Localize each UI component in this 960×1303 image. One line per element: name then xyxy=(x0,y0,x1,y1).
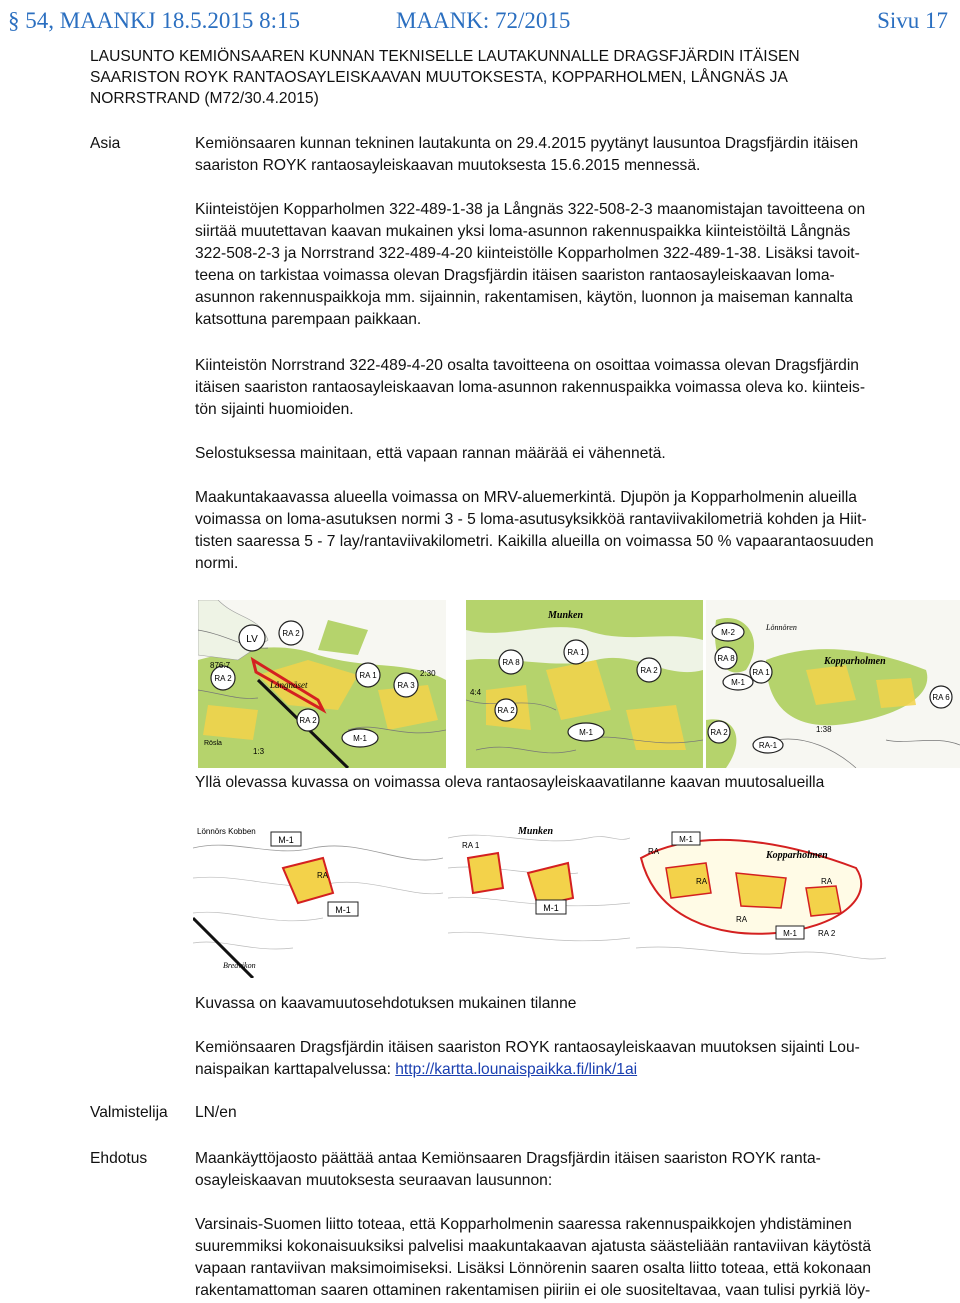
map-label: RA 8 xyxy=(502,658,520,667)
title-line: NORRSTRAND (M72/30.4.2015) xyxy=(90,90,319,107)
map-label: M-1 xyxy=(679,835,693,844)
map-label: RA 2 xyxy=(497,706,515,715)
map-label: RA 2 xyxy=(640,666,658,675)
text-line: Kiinteistöjen Kopparholmen 322-489-1-38 ja Långnäs 322-508-2-3 maanomistajan tavoitteena on xyxy=(195,201,866,218)
map-label: Munken xyxy=(518,826,554,837)
caption-current-plan xyxy=(195,772,895,794)
text-line: Kemiönsaaren Dragsfjärdin itäisen saariston ROYK rantaosayleiskaavan muutoksen sijainti Lou- xyxy=(195,1039,860,1056)
map-label: M-1 xyxy=(278,835,294,845)
text-line: siirtää muutettavan kaavan mukainen yksi loma-asunnon rakennuspaikka kiinteistöiltä Långnäs xyxy=(195,223,851,240)
map-label: RA xyxy=(821,877,833,886)
map-label: Rösla xyxy=(204,740,222,747)
map-label: Bredvikon xyxy=(223,961,256,970)
map-label: Lönnören xyxy=(766,623,797,632)
text-line: Varsinais-Suomen liitto toteaa, että Kopparholmenin saaressa rakennuspaikkojen yhdistäminen xyxy=(195,1216,852,1233)
text-line: Maankäyttöjaosto päättää antaa Kemiönsaaren Dragsfjärdin itäisen saariston ROYK ranta- xyxy=(195,1150,821,1167)
text-line: Maakuntakaavassa alueella voimassa on MRV-aluemerkintä. Djupön ja Kopparholmenin alueilla xyxy=(195,489,857,506)
location-paragraph xyxy=(195,1037,895,1081)
map-label: Kopparholmen xyxy=(766,850,828,861)
paragraph-1 xyxy=(195,199,895,331)
map-label: 876:7 xyxy=(210,661,231,670)
map-label: Långnäset xyxy=(270,680,308,690)
paragraph-3 xyxy=(195,443,895,465)
map-label: Lönnörs Kobben xyxy=(197,827,256,836)
map-label: 1:3 xyxy=(253,747,265,756)
title-line: SAARISTON ROYK RANTAOSAYLEISKAAVAN MUUTOKSESTA, KOPPARHOLMEN, LÅNGNÄS JA xyxy=(90,69,788,86)
text-line: normi. xyxy=(195,555,239,572)
map-label: RA xyxy=(696,877,708,886)
map-label: M-1 xyxy=(783,929,797,938)
page-number: Sivu 17 xyxy=(877,8,948,33)
maank-ref: MAANK: 72/2015 xyxy=(396,8,571,33)
text-line: osayleiskaavan muutoksesta seuraavan lausunnon: xyxy=(195,1172,553,1189)
ehdotus-text xyxy=(195,1148,895,1192)
current-plan-map-munken xyxy=(466,600,703,768)
text-fragment: naispaikan karttapalvelussa: xyxy=(195,1061,396,1078)
text-line: suuremmiksi kokonaisuuksiksi palvelisi maakuntakaavan ajatusta säästeliään rantaviivan käytöstä xyxy=(195,1238,872,1255)
paragraph-2 xyxy=(195,355,895,421)
map-label: RA 1 xyxy=(752,668,770,677)
map-label: M-1 xyxy=(353,734,367,743)
map-label: RA 2 xyxy=(818,929,836,938)
map-label: LV xyxy=(246,634,258,645)
map-label: M-1 xyxy=(579,728,593,737)
map-label: RA 8 xyxy=(717,654,735,663)
valmistelija-label: Valmistelija xyxy=(90,1104,168,1121)
text-line: rakentamattoman saaren ottaminen rakentamisen piiriin ei ole suositeltavaa, vaan tulisi pyrkiä löy- xyxy=(195,1282,871,1299)
map-label: RA 3 xyxy=(397,681,415,690)
map-label: RA xyxy=(648,847,660,856)
text-line: Kemiönsaaren kunnan tekninen lautakunta on 29.4.2015 pyytänyt lausuntoa Dragsfjärdin itäisen xyxy=(195,135,859,152)
current-plan-map-kopparholmen xyxy=(706,600,960,768)
map-label: RA xyxy=(736,915,748,924)
map-label: RA 6 xyxy=(932,693,950,702)
document-title xyxy=(90,46,930,109)
map-label: RA 2 xyxy=(710,728,728,737)
proposal-map-langnas xyxy=(193,818,443,978)
valmistelija-value xyxy=(195,1102,895,1124)
proposal-map-kopparholmen xyxy=(636,818,886,978)
text-line: Selostuksessa mainitaan, että vapaan rannan määrää ei vähennetä. xyxy=(195,445,666,462)
map-label: M-1 xyxy=(731,678,745,687)
map-label: 4:4 xyxy=(470,688,482,697)
page-header xyxy=(8,8,952,40)
text-line: Yllä olevassa kuvassa on voimassa oleva rantaosayleiskaavatilanne kaavan muutosalueilla xyxy=(195,774,825,791)
map-label: RA 1 xyxy=(567,648,585,657)
text-line: tisten saaressa 5 - 7 lay/rantaviivakilometri. Kaikilla alueilla on voimassa 50 % vapaarantaosuuden xyxy=(195,533,874,550)
text-line: teena on tarkistaa voimassa olevan Dragsfjärdin itäisen saariston rantaosayleiskaavan loma- xyxy=(195,267,835,284)
section-ref: § 54, MAANKJ 18.5.2015 8:15 xyxy=(8,8,300,33)
map-label: Kopparholmen xyxy=(824,656,886,667)
text-line: tön sijainti huomioiden. xyxy=(195,401,354,418)
text-line: asunnon rakennuspaikkoja mm. sijainnin, rakentamisen, käytön, luonnon ja maiseman kannalta xyxy=(195,289,853,306)
text-line: saariston ROYK rantaosayleiskaavan muutoksesta 15.6.2015 mennessä. xyxy=(195,157,701,174)
text-line: itäisen saariston rantaosayleiskaavan loma-asunnon rakennuspaikka voimassa oleva ko. kiinteis- xyxy=(195,379,866,396)
map-label: M-2 xyxy=(721,628,735,637)
asia-text xyxy=(195,133,895,177)
map-label: RA-1 xyxy=(758,741,778,750)
map-label: RA 1 xyxy=(359,671,377,680)
ehdotus-label: Ehdotus xyxy=(90,1150,148,1167)
current-plan-map-langnas xyxy=(198,600,446,768)
text-line: LN/en xyxy=(195,1104,237,1121)
map-label: RA xyxy=(317,871,329,880)
map-label: M-1 xyxy=(335,905,351,915)
text-line: vapaan rantaviivan maksimoimiseksi. Lisäksi Lönnörenin saaren osalta liitto toteaa, että kokonaan xyxy=(195,1260,872,1277)
map-label: 2:30 xyxy=(420,669,436,678)
map-label: RA 1 xyxy=(462,841,480,850)
text-line: 322-508-2-3 ja Norrstrand 322-489-4-20 kiinteistölle Kopparholmen 322-489-1-38. Lisäksi tavoit- xyxy=(195,245,860,262)
map-label: RA 2 xyxy=(299,716,317,725)
statement-text xyxy=(195,1214,895,1302)
map-label: RA 2 xyxy=(214,674,232,683)
map-label: 1:38 xyxy=(816,725,832,734)
title-line: LAUSUNTO KEMIÖNSAAREN KUNNAN TEKNISELLE LAUTAKUNNALLE DRAGSFJÄRDIN ITÄISEN xyxy=(90,48,800,65)
text-line: katsottuna parempaan paikkaan. xyxy=(195,311,422,328)
map-label: RA 2 xyxy=(282,629,300,638)
asia-label: Asia xyxy=(90,135,121,152)
proposal-map-munken xyxy=(448,818,630,978)
map-label: M-1 xyxy=(543,903,559,913)
map-label: Munken xyxy=(548,610,584,621)
text-line: Kuvassa on kaavamuutosehdotuksen mukainen tilanne xyxy=(195,995,577,1012)
text-line: voimassa on loma-asutuksen normi 3 - 5 loma-asutusyksikköä rantaviivakilometriä kohden ja Hiit- xyxy=(195,511,867,528)
text-line xyxy=(195,1059,895,1081)
caption-proposal xyxy=(195,993,895,1015)
karttapalvelu-link[interactable]: http://kartta.lounaispaikka.fi/link/1ai xyxy=(395,1061,638,1078)
paragraph-4 xyxy=(195,487,895,575)
text-line: Kiinteistön Norrstrand 322-489-4-20 osalta tavoitteena on osoittaa voimassa olevan Dragsfjärdin xyxy=(195,357,859,374)
